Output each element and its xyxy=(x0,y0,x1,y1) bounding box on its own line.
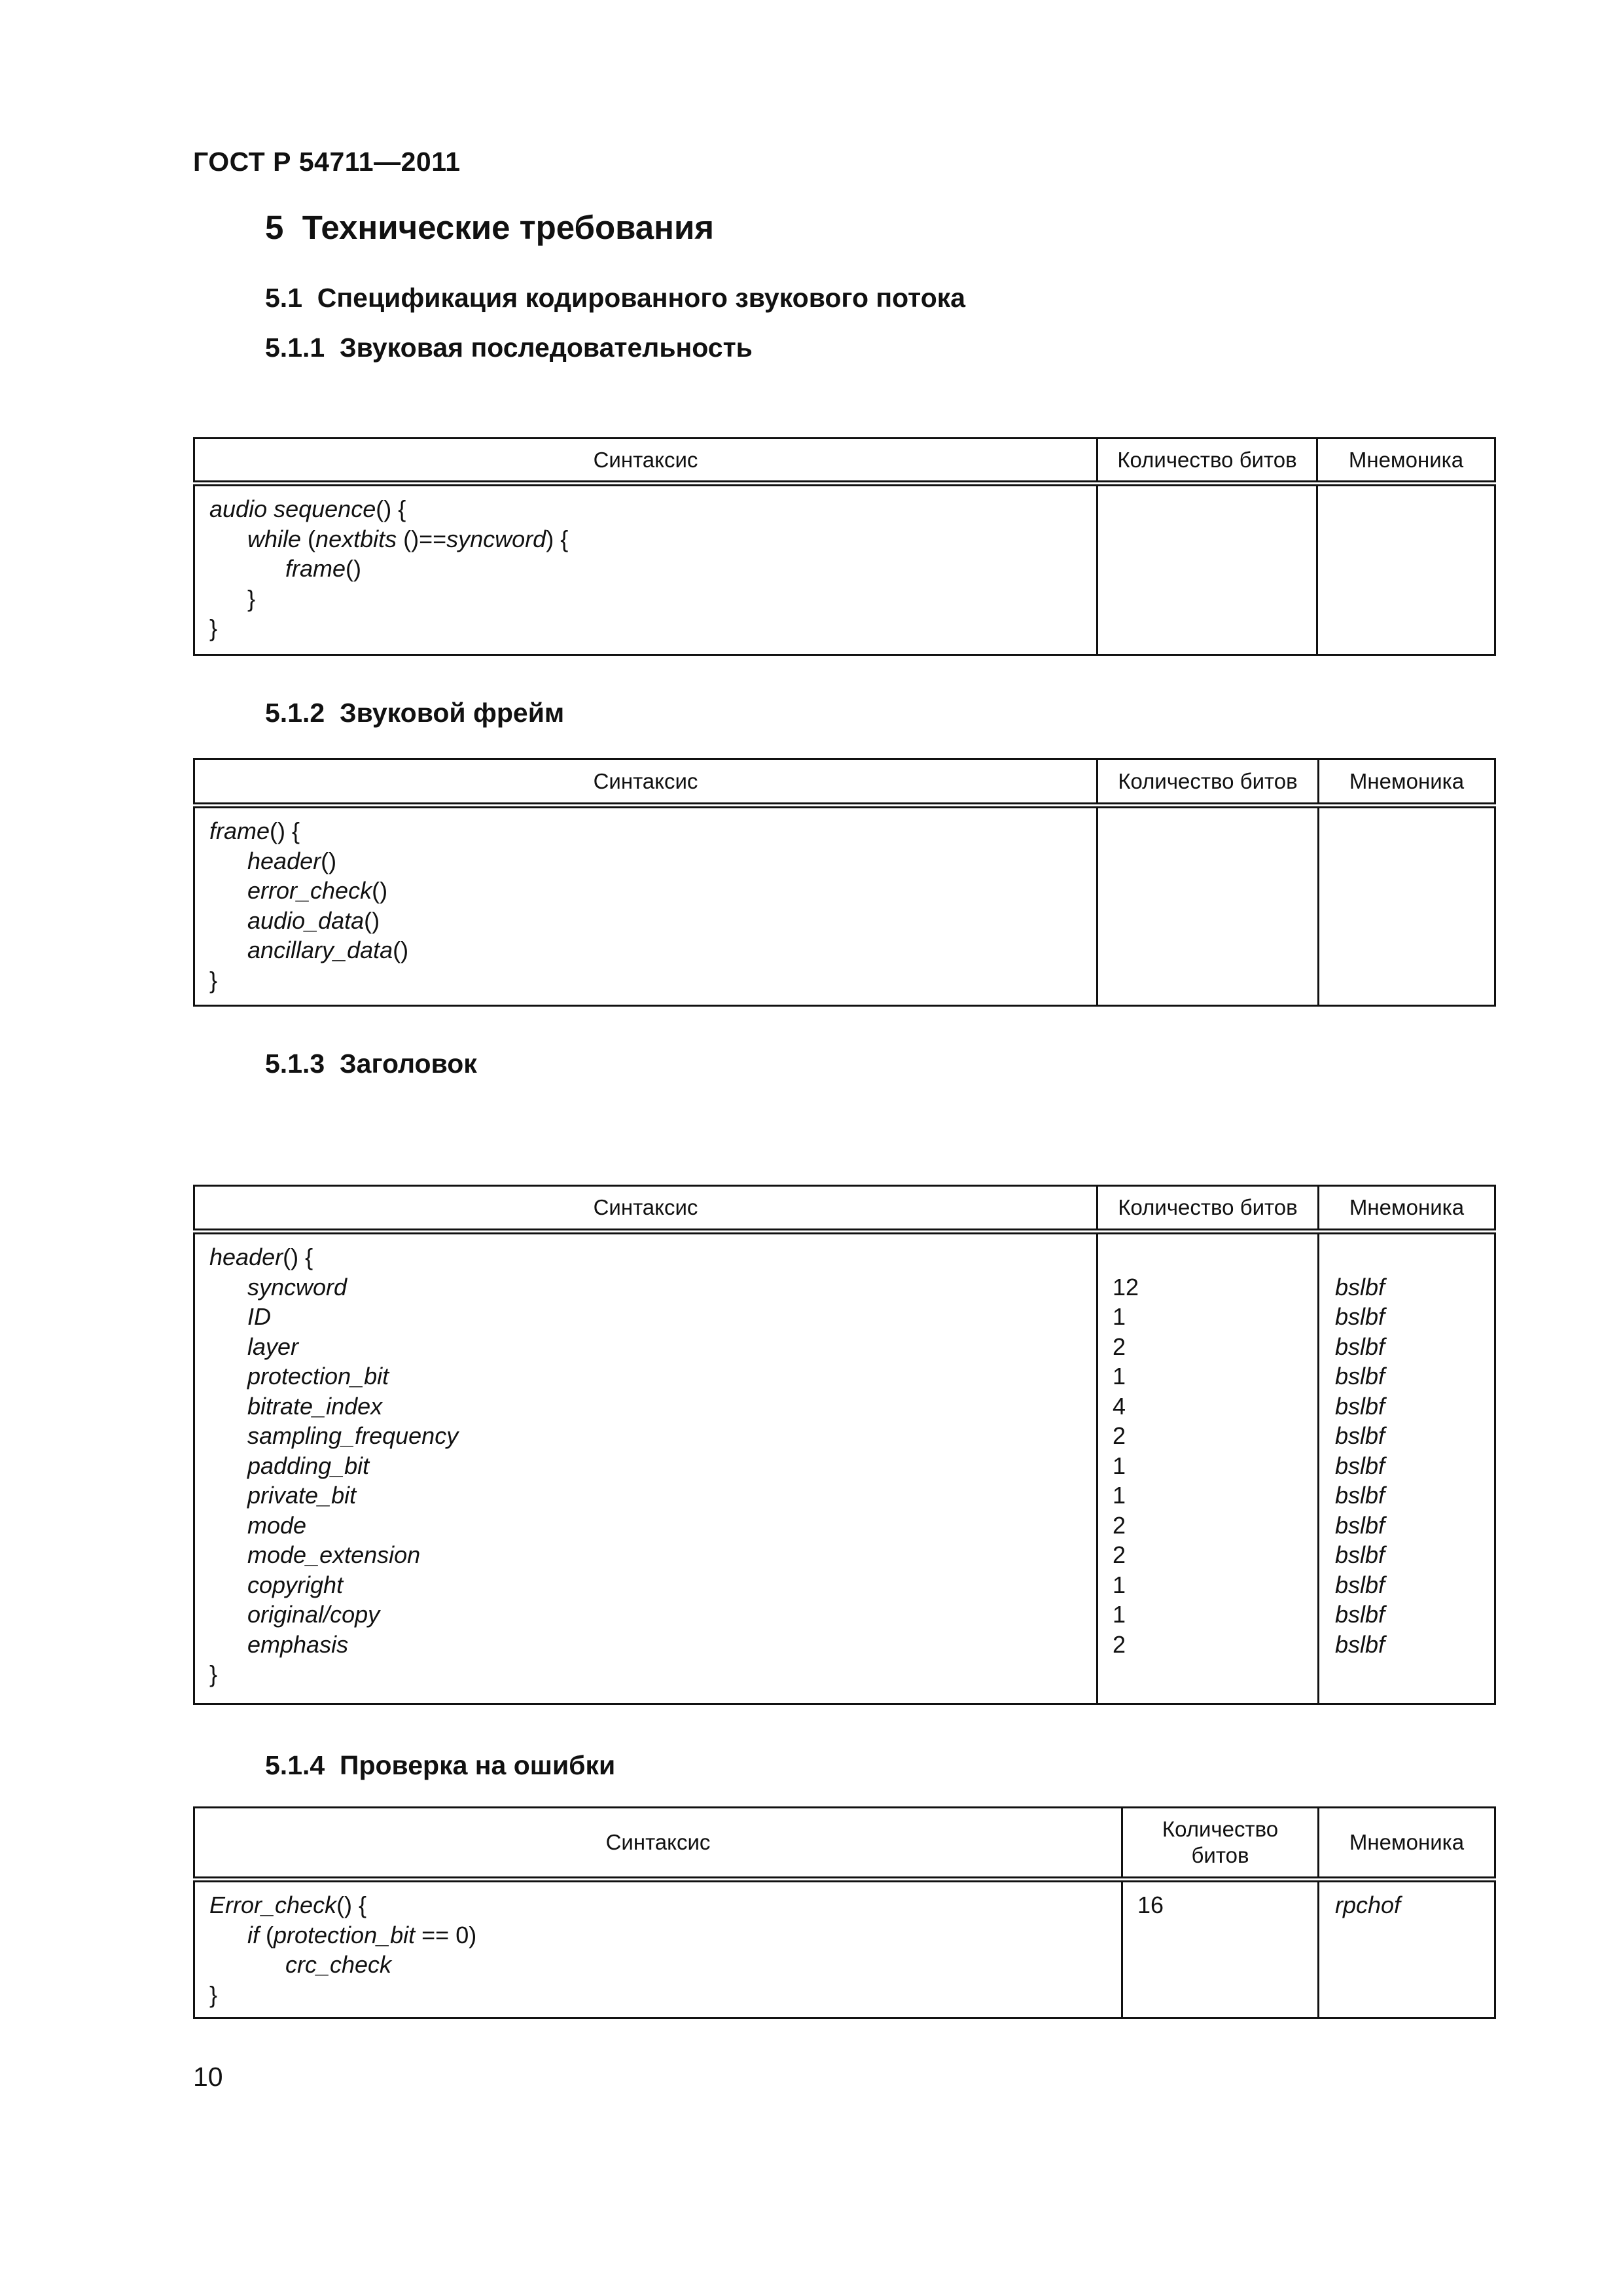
bits-value xyxy=(1123,1980,1317,2010)
syntax-token: mode xyxy=(247,1511,307,1539)
syntax-line xyxy=(195,816,1096,846)
mnemonic-value xyxy=(1318,554,1494,584)
mnemonic-value xyxy=(1319,1920,1494,1950)
syntax-line xyxy=(195,846,1096,876)
bits-value: 2 xyxy=(1113,1422,1126,1449)
syntax-line xyxy=(195,1391,1096,1422)
table-heading-3 xyxy=(265,1049,477,1079)
syntax-line xyxy=(195,584,1096,614)
syntax-line xyxy=(195,1570,1096,1600)
syntax-line xyxy=(195,1302,1096,1332)
subsection-number: 5.1 xyxy=(265,283,302,313)
syntax-token: () { xyxy=(336,1892,367,1918)
mnemonic-value xyxy=(1319,876,1494,906)
bits-cell xyxy=(1097,1232,1319,1704)
mnemonic-value: bslbf xyxy=(1335,1482,1385,1509)
mnemonic-value xyxy=(1318,524,1494,554)
mnemonic-cell xyxy=(1319,1232,1495,1704)
column-header-syntax: Синтаксис xyxy=(194,439,1097,484)
subsection-title: Спецификация кодированного звукового потока xyxy=(317,283,966,313)
syntax-token: audio sequence xyxy=(209,495,376,522)
syntax-token: crc_check xyxy=(285,1951,392,1978)
syntax-line xyxy=(195,906,1096,936)
syntax-token: } xyxy=(209,966,218,994)
mnemonic-value: bslbf xyxy=(1335,1541,1385,1568)
syntax-cell xyxy=(194,806,1097,1006)
syntax-line xyxy=(195,494,1096,524)
table-title: Звуковой фрейм xyxy=(340,698,565,728)
mnemonic-cell xyxy=(1317,484,1495,655)
section-title: Технические требования xyxy=(302,209,715,246)
bits-value xyxy=(1098,613,1316,643)
mnemonic-value: bslbf xyxy=(1335,1571,1385,1598)
mnemonic-value xyxy=(1319,1242,1494,1272)
syntax-token: syncword xyxy=(446,525,546,552)
bits-value xyxy=(1098,965,1317,996)
table-title: Проверка на ошибки xyxy=(340,1750,616,1780)
table-title: Звуковая последовательность xyxy=(340,332,753,363)
bits-value: 2 xyxy=(1113,1333,1126,1360)
syntax-token: () xyxy=(393,937,409,963)
column-header-bits: Количество битов xyxy=(1097,759,1319,806)
syntax-line xyxy=(195,1480,1096,1511)
syntax-line xyxy=(195,1659,1096,1689)
column-header-mnemonic: Мнемоника xyxy=(1317,439,1495,484)
syntax-token: emphasis xyxy=(247,1630,349,1658)
syntax-token: () { xyxy=(270,817,300,844)
syntax-line xyxy=(195,1950,1121,1980)
bits-value xyxy=(1098,494,1316,524)
mnemonic-value: bslbf xyxy=(1335,1511,1385,1539)
page-number: 10 xyxy=(193,2062,223,2092)
bits-value: 1 xyxy=(1113,1482,1126,1509)
mnemonic-value xyxy=(1319,816,1494,846)
column-header-syntax: Синтаксис xyxy=(194,1186,1097,1232)
bits-value xyxy=(1123,1950,1317,1980)
table-title: Заголовок xyxy=(340,1049,477,1079)
syntax-token: } xyxy=(209,1981,218,2008)
syntax-token: copyright xyxy=(247,1571,344,1598)
syntax-token: } xyxy=(209,615,218,641)
column-header-mnemonic: Мнемоника xyxy=(1319,759,1495,806)
syntax-token: Error_check xyxy=(209,1892,337,1918)
syntax-token: ( xyxy=(301,525,316,552)
table-number: 5.1.3 xyxy=(265,1049,325,1079)
mnemonic-value: bslbf xyxy=(1335,1630,1385,1658)
bits-value: 4 xyxy=(1113,1392,1126,1420)
syntax-token: sampling_frequency xyxy=(247,1422,459,1449)
bits-value: 2 xyxy=(1113,1541,1126,1568)
column-header-bits: Количество битов xyxy=(1097,1186,1319,1232)
syntax-cell xyxy=(194,1232,1097,1704)
mnemonic-value xyxy=(1318,584,1494,614)
bits-value xyxy=(1098,584,1316,614)
syntax-line xyxy=(195,1980,1121,2010)
bits-value xyxy=(1098,554,1316,584)
mnemonic-value xyxy=(1318,613,1494,643)
table-heading-4 xyxy=(265,1750,615,1781)
syntax-line xyxy=(195,1272,1096,1302)
syntax-token: } xyxy=(247,584,256,612)
bits-value: 1 xyxy=(1113,1303,1126,1330)
syntax-cell xyxy=(194,484,1097,655)
syntax-token: if xyxy=(247,1921,259,1948)
bits-value: 1 xyxy=(1113,1571,1126,1598)
syntax-token: () { xyxy=(283,1244,313,1270)
syntax-line xyxy=(195,935,1096,965)
syntax-token: while xyxy=(247,525,302,552)
syntax-line xyxy=(195,965,1096,996)
syntax-token: private_bit xyxy=(247,1482,357,1509)
syntax-token: ()== xyxy=(397,525,447,552)
section-heading xyxy=(265,208,714,247)
mnemonic-value xyxy=(1319,965,1494,996)
bits-value xyxy=(1098,935,1317,965)
syntax-line xyxy=(195,1242,1096,1272)
syntax-token: protection_bit xyxy=(247,1363,389,1390)
syntax-line xyxy=(195,1600,1096,1630)
syntax-token: () { xyxy=(376,495,406,522)
bits-value: 12 xyxy=(1113,1273,1139,1300)
table-heading-1 xyxy=(265,332,753,363)
syntax-token: frame xyxy=(209,817,270,844)
syntax-table-frame xyxy=(193,758,1496,1007)
syntax-token: audio_data xyxy=(247,906,365,934)
column-header-mnemonic: Мнемоника xyxy=(1319,1808,1495,1880)
syntax-token: layer xyxy=(247,1333,299,1360)
syntax-line xyxy=(195,1451,1096,1481)
document-id: ГОСТ Р 54711—2011 xyxy=(193,147,461,177)
mnemonic-value xyxy=(1318,494,1494,524)
syntax-line xyxy=(195,1511,1096,1541)
syntax-line xyxy=(195,876,1096,906)
syntax-token: original/copy xyxy=(247,1601,380,1628)
syntax-line xyxy=(195,1890,1121,1920)
syntax-line xyxy=(195,554,1096,584)
bits-value xyxy=(1098,906,1317,936)
syntax-token: header xyxy=(209,1244,283,1270)
syntax-token: protection_bit xyxy=(274,1921,416,1948)
column-header-syntax: Синтаксис xyxy=(194,759,1097,806)
mnemonic-value: bslbf xyxy=(1335,1303,1385,1330)
column-header-syntax: Синтаксис xyxy=(194,1808,1122,1880)
syntax-token: bitrate_index xyxy=(247,1392,383,1420)
mnemonic-value xyxy=(1319,1950,1494,1980)
mnemonic-value: rpchof xyxy=(1335,1892,1401,1918)
column-header-bits: Количество битов xyxy=(1097,439,1317,484)
syntax-token: ID xyxy=(247,1303,271,1330)
mnemonic-value xyxy=(1319,1659,1494,1689)
mnemonic-value: bslbf xyxy=(1335,1392,1385,1420)
syntax-table-error-check xyxy=(193,1806,1496,2019)
table-number: 5.1.2 xyxy=(265,698,325,728)
mnemonic-value xyxy=(1319,846,1494,876)
syntax-line xyxy=(195,1361,1096,1391)
syntax-token: () xyxy=(372,877,388,904)
syntax-token: ancillary_data xyxy=(247,937,393,963)
section-number: 5 xyxy=(265,209,284,246)
column-header-mnemonic: Мнемоника xyxy=(1319,1186,1495,1232)
mnemonic-value: bslbf xyxy=(1335,1452,1385,1479)
bits-value xyxy=(1098,1242,1317,1272)
bits-value xyxy=(1098,846,1317,876)
syntax-token: nextbits xyxy=(315,525,397,552)
bits-cell xyxy=(1097,484,1317,655)
bits-cell xyxy=(1122,1880,1319,2018)
mnemonic-cell xyxy=(1319,806,1495,1006)
table-number: 5.1.4 xyxy=(265,1750,325,1780)
column-header-bits: Количество битов xyxy=(1122,1808,1319,1880)
bits-value xyxy=(1098,816,1317,846)
bits-value: 2 xyxy=(1113,1511,1126,1539)
bits-value: 16 xyxy=(1137,1892,1164,1918)
syntax-token: () xyxy=(364,906,380,934)
syntax-token: header xyxy=(247,847,321,874)
syntax-token: error_check xyxy=(247,877,372,904)
syntax-token: () xyxy=(321,847,337,874)
syntax-token: } xyxy=(209,1660,218,1687)
mnemonic-value: bslbf xyxy=(1335,1601,1385,1628)
bits-cell xyxy=(1097,806,1319,1006)
bits-value: 1 xyxy=(1113,1452,1126,1479)
mnemonic-cell xyxy=(1319,1880,1495,2018)
bits-value: 1 xyxy=(1113,1601,1126,1628)
syntax-token: ) { xyxy=(546,525,569,552)
syntax-token: == 0) xyxy=(415,1921,477,1948)
syntax-token: syncword xyxy=(247,1273,348,1300)
syntax-line xyxy=(195,1332,1096,1362)
syntax-table-audio-sequence xyxy=(193,437,1496,656)
mnemonic-value: bslbf xyxy=(1335,1273,1385,1300)
syntax-token: frame xyxy=(285,555,346,582)
syntax-line xyxy=(195,524,1096,554)
syntax-token: () xyxy=(346,555,362,582)
mnemonic-value xyxy=(1319,1980,1494,2010)
syntax-cell xyxy=(194,1880,1122,2018)
mnemonic-value xyxy=(1319,906,1494,936)
syntax-line xyxy=(195,1540,1096,1570)
bits-value xyxy=(1098,876,1317,906)
syntax-token: ( xyxy=(259,1921,274,1948)
bits-value xyxy=(1123,1920,1317,1950)
syntax-line xyxy=(195,1630,1096,1660)
bits-value: 2 xyxy=(1113,1630,1126,1658)
syntax-token: padding_bit xyxy=(247,1452,370,1479)
mnemonic-value: bslbf xyxy=(1335,1333,1385,1360)
syntax-line xyxy=(195,1421,1096,1451)
mnemonic-value: bslbf xyxy=(1335,1422,1385,1449)
mnemonic-value: bslbf xyxy=(1335,1363,1385,1390)
subsection-heading xyxy=(265,283,965,314)
table-heading-2 xyxy=(265,698,564,728)
table-number: 5.1.1 xyxy=(265,332,325,363)
syntax-line xyxy=(195,613,1096,643)
mnemonic-value xyxy=(1319,935,1494,965)
syntax-line xyxy=(195,1920,1121,1950)
syntax-token: mode_extension xyxy=(247,1541,421,1568)
bits-value: 1 xyxy=(1113,1363,1126,1390)
syntax-table-header xyxy=(193,1185,1496,1705)
bits-value xyxy=(1098,1659,1317,1689)
bits-value xyxy=(1098,524,1316,554)
